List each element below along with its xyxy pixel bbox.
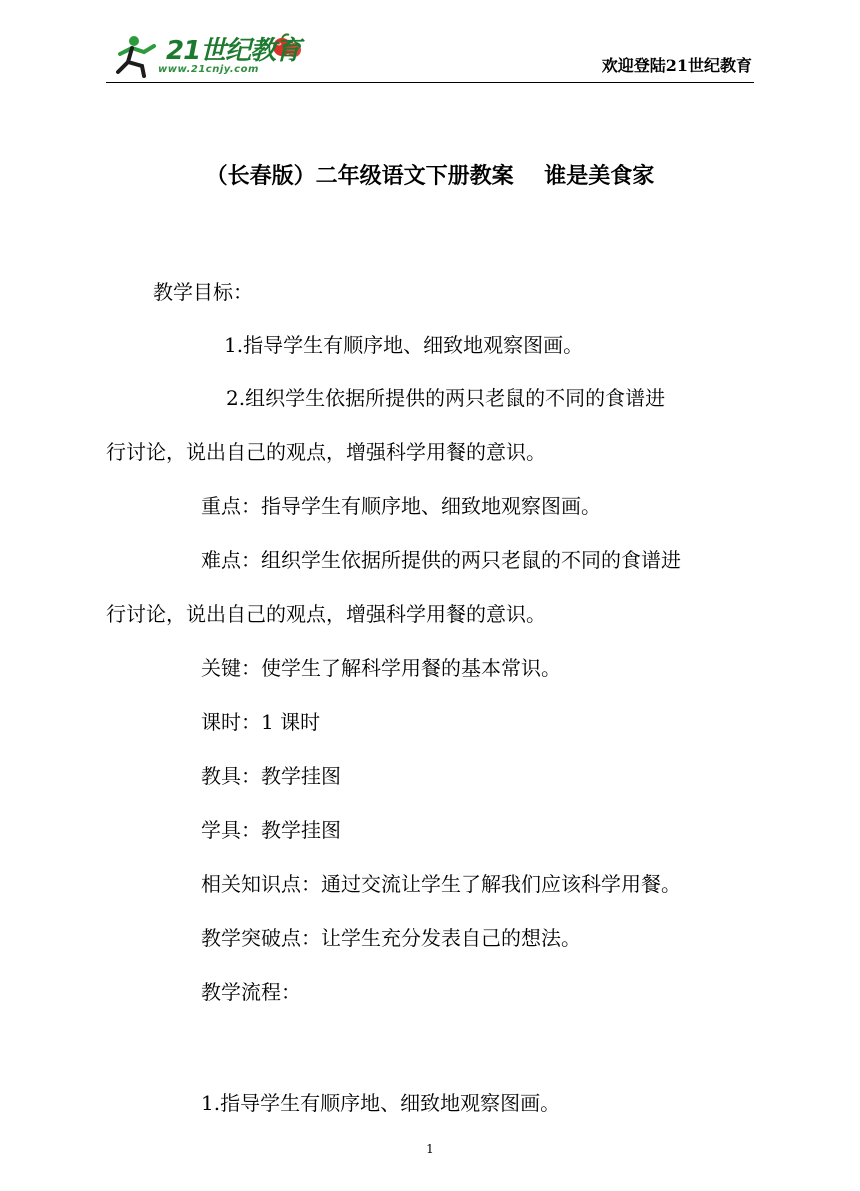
body-line-key-point: 重点：指导学生有顺序地、细致地观察图画。 xyxy=(201,494,601,518)
body-line-teaching-aids: 教具：教学挂图 xyxy=(201,764,341,788)
body-line-class-hours: 课时：1 课时 xyxy=(201,710,321,734)
body-line-process-heading: 教学流程： xyxy=(201,980,301,1004)
logo-text: 21世纪教育 xyxy=(166,36,301,66)
logo-url: www.21cnjy.com xyxy=(158,64,259,75)
site-logo[interactable] xyxy=(114,32,304,78)
body-line-objective-1: 1.指导学生有顺序地、细致地观察图画。 xyxy=(224,333,584,357)
page-header xyxy=(106,30,754,83)
body-line-breakthrough: 教学突破点：让学生充分发表自己的想法。 xyxy=(201,926,581,950)
body-line-step-1: 1.指导学生有顺序地、细致地观察图画。 xyxy=(201,1091,561,1115)
body-line-objective-2-cont: 行讨论，说出自己的观点，增强科学用餐的意识。 xyxy=(106,440,546,464)
body-line-objective-2: 2.组织学生依据所提供的两只老鼠的不同的食谱进 xyxy=(226,386,666,410)
header-welcome-link[interactable]: 欢迎登陆21世纪教育 xyxy=(601,56,752,75)
body-line-difficulty: 难点：组织学生依据所提供的两只老鼠的不同的食谱进 xyxy=(201,548,681,572)
body-line-difficulty-cont: 行讨论，说出自己的观点，增强科学用餐的意识。 xyxy=(106,602,546,626)
body-line-related-knowledge: 相关知识点：通过交流让学生了解我们应该科学用餐。 xyxy=(201,872,681,896)
body-line-objectives-heading: 教学目标： xyxy=(153,280,253,304)
body-line-learning-aids: 学具：教学挂图 xyxy=(201,818,341,842)
document-title: （长春版）二年级语文下册教案 谁是美食家 xyxy=(205,163,655,189)
body-line-crux: 关键：使学生了解科学用餐的基本常识。 xyxy=(201,656,561,680)
page-number: 1 xyxy=(426,1142,434,1156)
